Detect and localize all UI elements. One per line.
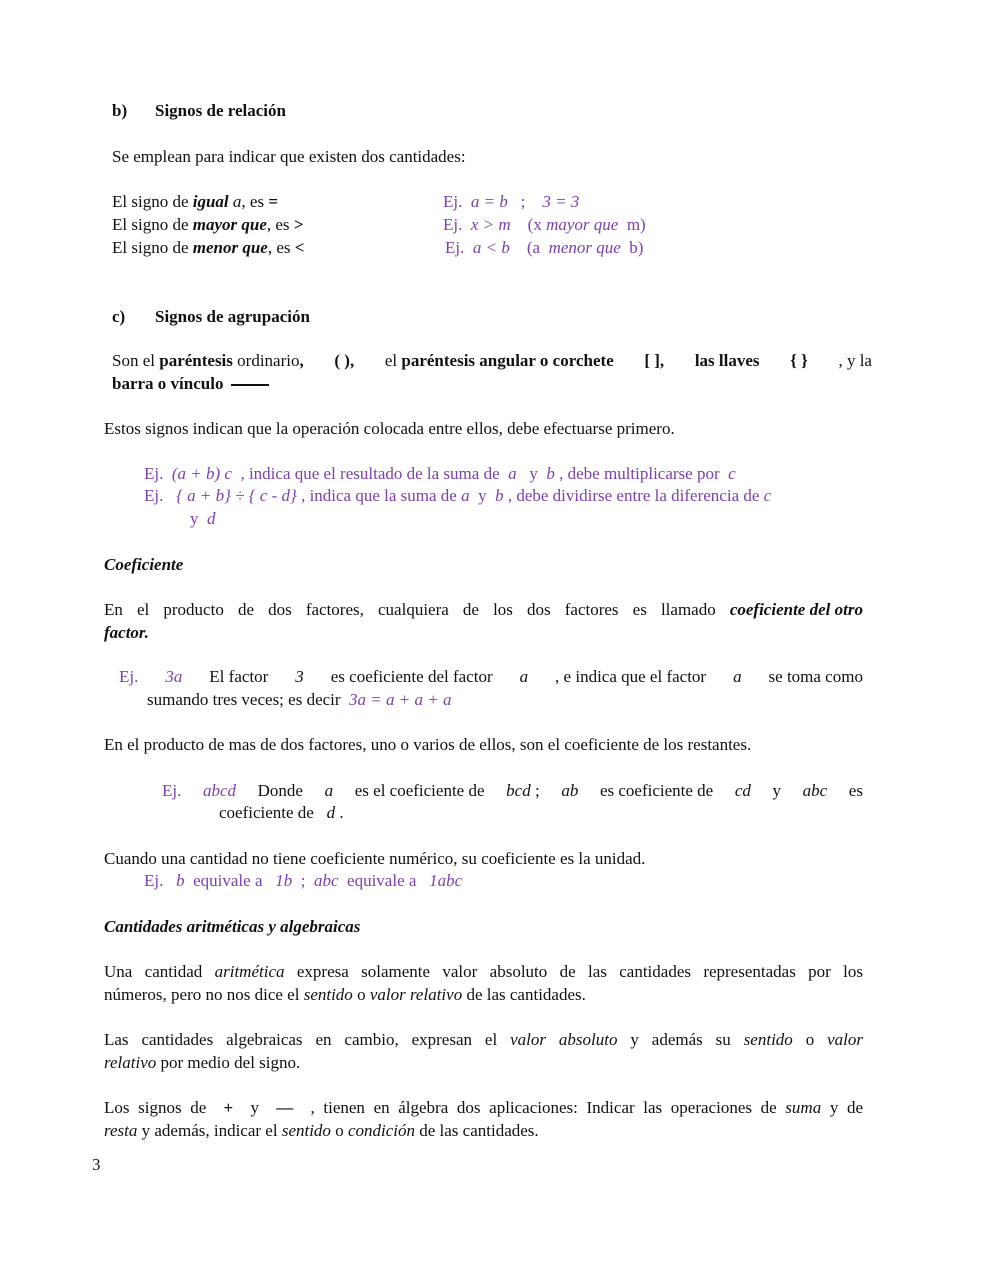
relation-row-mayor: El signo de mayor que, es > [112, 215, 304, 234]
grouping-line-2: barra o vínculo [112, 373, 269, 395]
grouping-line-1: Son el paréntesis ordinario, ( ), el paréntesis angular o corchete [ ], las llaves { } , y la [112, 351, 872, 370]
cantidades-p2-line2: relativo por medio del signo. [104, 1053, 301, 1072]
cantidades-p2-line1: Las cantidades algebraicas en cambio, expresan el valor absoluto y además su sentido o valor [104, 1030, 863, 1049]
relation-example-mayor: Ej. x > m (x mayor que m) [443, 215, 646, 234]
coeficiente-p1-line1: En el producto de dos factores, cualquiera de los dos factores es llamado coeficiente del otro [104, 600, 863, 619]
grouping-example-1: Ej. (a + b) c , indica que el resultado de la suma de a y b , debe multiplicarse por c [144, 464, 736, 483]
cantidades-p1-line2: números, pero no nos dice el sentido o valor relativo de las cantidades. [104, 985, 586, 1004]
cantidades-heading: Cantidades aritméticas y algebraicas [104, 917, 361, 936]
coeficiente-p1-line2: factor. [104, 623, 149, 642]
coeficiente-heading: Coeficiente [104, 555, 184, 574]
coeficiente-example-2: Ej. abcd Donde a es el coeficiente de bcd ; ab es coeficiente de cd y abc es [162, 781, 863, 800]
relation-example-menor: Ej. a < b (a menor que b) [445, 238, 644, 257]
cantidades-p1-line1: Una cantidad aritmética expresa solamente valor absoluto de las cantidades representadas por los [104, 962, 864, 981]
page-number: 3 [92, 1155, 101, 1174]
vinculum-bar [231, 384, 269, 386]
grouping-rule: Estos signos indican que la operación colocada entre ellos, debe efectuarse primero. [104, 419, 675, 438]
coeficiente-example-1: Ej. 3a El factor 3 es coeficiente del factor a , e indica que el factor a se toma como [119, 667, 863, 686]
section-c-title: Signos de agrupación [155, 307, 310, 326]
section-b-title: Signos de relación [155, 101, 286, 120]
relation-example-igual: Ej. a = b ; 3 = 3 [443, 192, 580, 211]
coeficiente-example-1-cont: sumando tres veces; es decir 3a = a + a + a [147, 690, 452, 709]
relation-row-menor: El signo de menor que, es < [112, 238, 305, 257]
section-b-label: b) [112, 101, 128, 120]
coeficiente-example-2-cont: coeficiente de d . [219, 803, 344, 822]
coeficiente-p3: Cuando una cantidad no tiene coeficiente numérico, su coeficiente es la unidad. [104, 849, 646, 868]
cantidades-p3-line2: resta y además, indicar el sentido o condición de las cantidades. [104, 1121, 539, 1140]
grouping-example-2: Ej. { a + b} ÷ { c - d} , indica que la suma de a y b , debe dividirse entre la diferencia de c [144, 486, 772, 505]
coeficiente-example-3: Ej. b equivale a 1b ; abc equivale a 1abc [144, 871, 463, 890]
coeficiente-p2: En el producto de mas de dos factores, uno o varios de ellos, son el coeficiente de los restantes. [104, 735, 752, 754]
cantidades-p3-line1: Los signos de + y — , tienen en álgebra dos aplicaciones: Indicar las operaciones de suma y de [104, 1098, 864, 1117]
grouping-example-2-cont: y d [190, 509, 216, 528]
section-b-intro: Se emplean para indicar que existen dos cantidades: [112, 147, 466, 166]
relation-row-igual: El signo de igual a, es = [112, 192, 279, 211]
section-c-label: c) [112, 307, 126, 326]
